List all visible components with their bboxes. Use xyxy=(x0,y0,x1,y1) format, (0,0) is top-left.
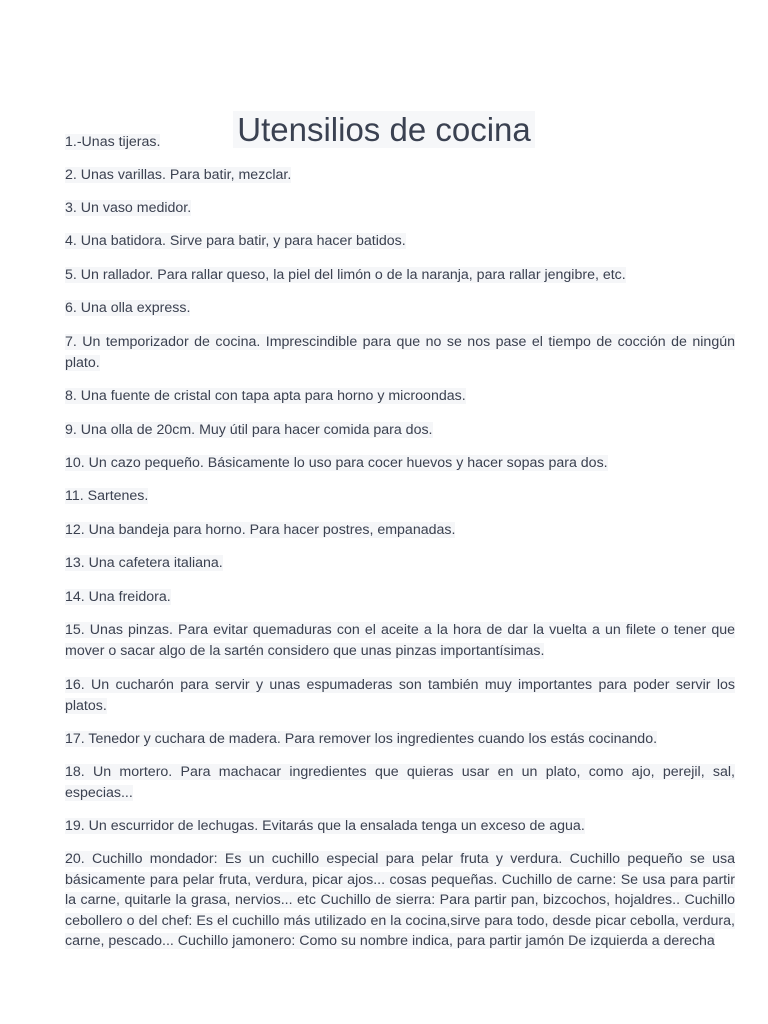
list-item: 6. Una olla express. xyxy=(65,300,191,316)
list-item: 16. Un cucharón para servir y unas espumaderas son también muy importantes para poder servir los platos. xyxy=(65,677,735,714)
list-item: 13. Una cafetera italiana. xyxy=(65,555,223,571)
list-item: 17. Tenedor y cuchara de madera. Para remover los ingredientes cuando los estás cocinando. xyxy=(65,731,658,747)
list-item: 4. Una batidora. Sirve para batir, y para hacer batidos. xyxy=(65,233,406,249)
list-item: 15. Unas pinzas. Para evitar quemaduras con el aceite a la hora de dar la vuelta a un filete o tener que mover o sacar algo de la sartén considero que unas pinzas importantísimas. xyxy=(65,622,735,659)
list-item: 10. Un cazo pequeño. Básicamente lo uso para cocer huevos y hacer sopas para dos. xyxy=(65,455,608,471)
list-item: 2. Unas varillas. Para batir, mezclar. xyxy=(65,167,292,183)
list-item: 20. Cuchillo mondador: Es un cuchillo especial para pelar fruta y verdura. Cuchillo pequeño se usa básicamente para pelar fruta, verdura, picar ajos... cosas pequeñas. Cuchillo de carne: Se usa para partir la carne, quitarle la grasa, nervios... etc Cuchillo de sierra: Para partir pan, bizcochos, hojaldres.. Cuchillo cebollero o del chef: Es el cuchillo más utilizado en la cocina,sirve para todo, desde picar cebolla, verdura, carne, pescado... Cuchillo jamonero: Como su nombre indica, para partir jamón De izquierda a derecha xyxy=(65,851,735,949)
list-item: 9. Una olla de 20cm. Muy útil para hacer comida para dos. xyxy=(65,422,433,438)
list-item: 1.-Unas tijeras. xyxy=(65,134,161,150)
list-item: 3. Un vaso medidor. xyxy=(65,200,192,216)
list-item: 11. Sartenes. xyxy=(65,488,149,504)
list-item: 7. Un temporizador de cocina. Imprescindible para que no se nos pase el tiempo de cocción de ningún plato. xyxy=(65,334,735,371)
list-item: 8. Una fuente de cristal con tapa apta para horno y microondas. xyxy=(65,388,466,404)
list-item: 18. Un mortero. Para machacar ingredientes que quieras usar en un plato, como ajo, perejil, sal, especias... xyxy=(65,764,735,801)
list-item: 14. Una freidora. xyxy=(65,589,171,605)
list-item: 5. Un rallador. Para rallar queso, la piel del limón o de la naranja, para rallar jengibre, etc. xyxy=(65,267,626,283)
list-item: 19. Un escurridor de lechugas. Evitarás que la ensalada tenga un exceso de agua. xyxy=(65,818,585,834)
list-item: 12. Una bandeja para horno. Para hacer postres, empanadas. xyxy=(65,522,456,538)
page-title-text: Utensilios de cocina xyxy=(233,111,535,148)
